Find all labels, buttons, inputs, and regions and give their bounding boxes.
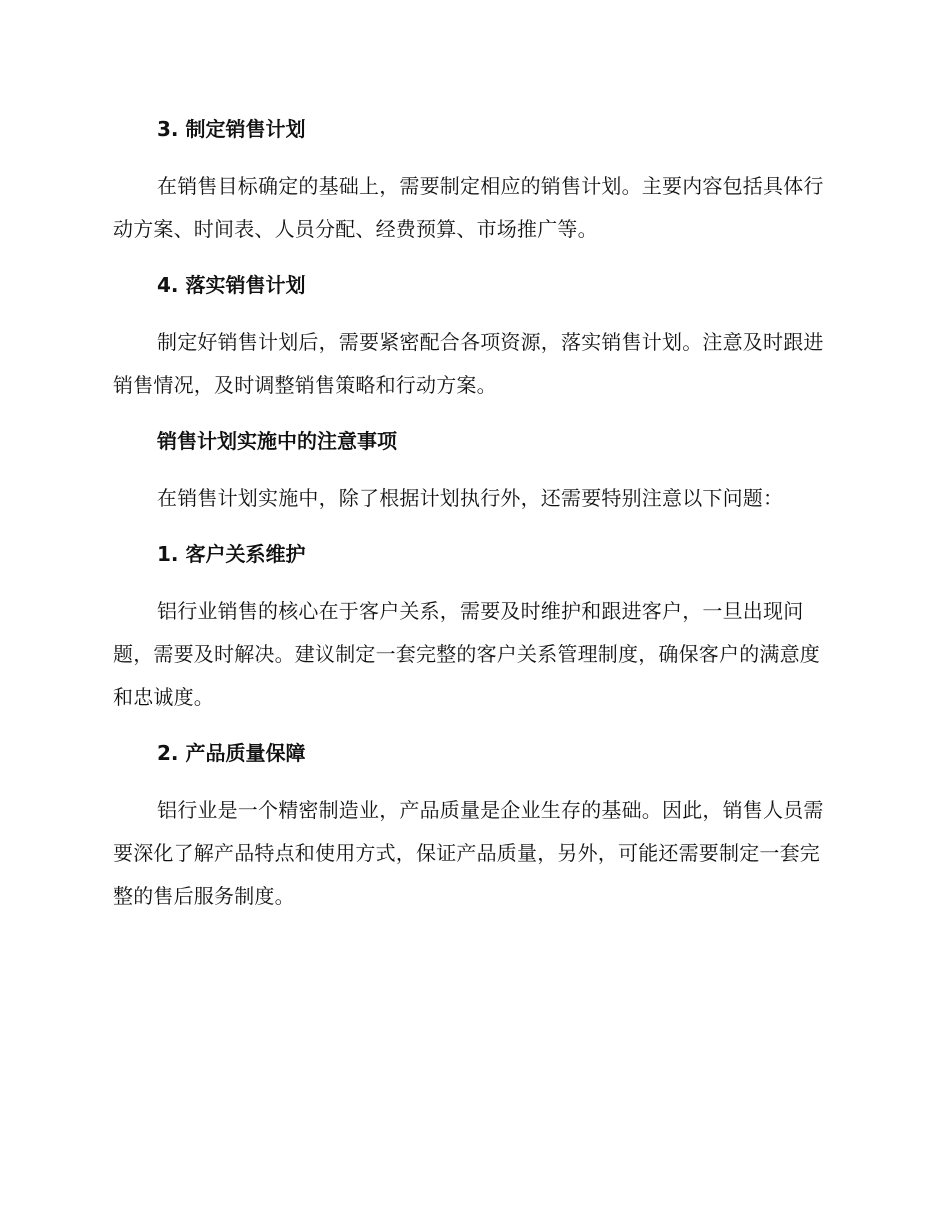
section-paragraph: 铝行业是一个精密制造业，产品质量是企业生存的基础。因此，销售人员需要深化了解产品特点和使用方式，保证产品质量，另外，可能还需要制定一套完整的售后服务制度。 <box>113 798 824 908</box>
section-heading: 3. 制定销售计划 <box>157 117 306 141</box>
section-paragraph: 制定好销售计划后，需要紧密配合各项资源，落实销售计划。注意及时跟进销售情况，及时调整销售策略和行动方案。 <box>113 330 824 397</box>
document-content <box>113 113 833 918</box>
section-heading: 销售计划实施中的注意事项 <box>157 429 397 453</box>
section-paragraph: 在销售计划实施中，除了根据计划执行外，还需要特别注意以下问题： <box>157 486 784 510</box>
section-heading: 2. 产品质量保障 <box>157 741 306 765</box>
section-heading: 1. 客户关系维护 <box>157 542 306 566</box>
section-heading: 4. 落实销售计划 <box>157 273 306 297</box>
section-paragraph: 铝行业销售的核心在于客户关系，需要及时维护和跟进客户，一旦出现问题，需要及时解决。建议制定一套完整的客户关系管理制度，确保客户的满意度和忠诚度。 <box>113 599 820 709</box>
section-paragraph: 在销售目标确定的基础上，需要制定相应的销售计划。主要内容包括具体行动方案、时间表、人员分配、经费预算、市场推广等。 <box>113 174 824 241</box>
